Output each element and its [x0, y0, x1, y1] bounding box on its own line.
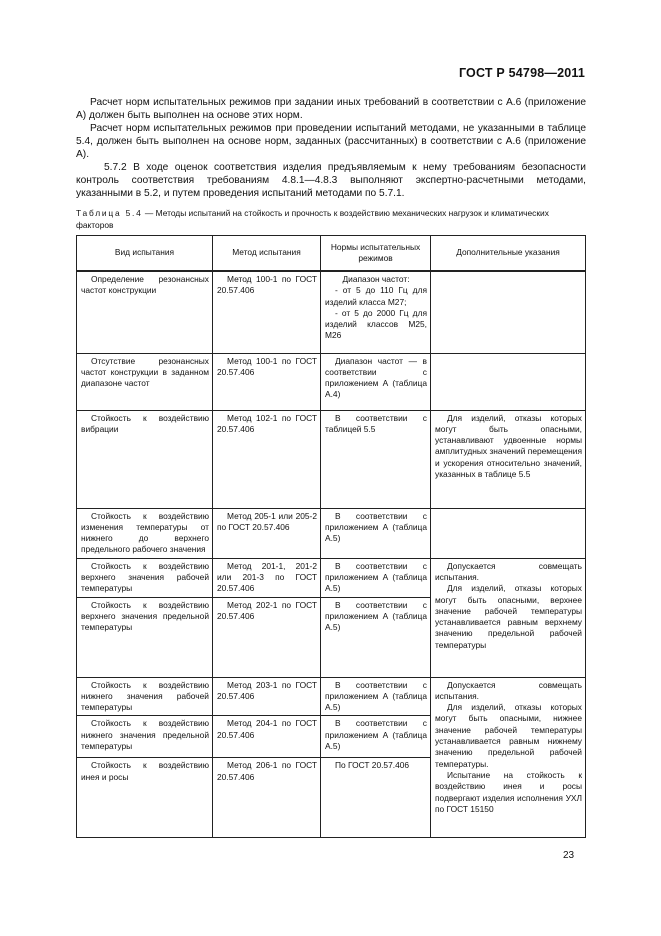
method-cell: Метод 206-1 по ГОСТ 20.57.406: [213, 758, 321, 838]
column-header: Вид испытания: [77, 236, 213, 272]
paragraph: 5.7.2 В ходе оценок соответствия изделия предъявляемым к нему требованиям безопасности контроль соответствия требованиям 4.8.1—4.8.3 выполняют экспертно-расчетными методами, указанными в 5.2, и путем проведения испытаний методами по 5.7.1.: [76, 162, 586, 199]
note-cell: Допускается совмещать испытания. Для изделий, отказы которых могут быть опасными, верхнее значение рабочей температуры устанавливается равным верхнему значению предельной рабочей температуры: [431, 558, 586, 677]
method-cell: Метод 100-1 по ГОСТ 20.57.406: [213, 353, 321, 410]
method-cell: Метод 203-1 по ГОСТ 20.57.406: [213, 677, 321, 716]
note-cell: Допускается совмещать испытания. Для изделий, отказы которых могут быть опасными, нижнее значение рабочей температуры устанавливается равным нижнему значению предельной рабочей температуры. Испытание на стойкость к воздействию инея и росы подвергают изделия исполнения УХЛ по ГОСТ 15150: [431, 677, 586, 838]
test-type-cell: Стойкость к воздействию изменения температуры от нижнего до верхнего предельного рабочего значения: [77, 508, 213, 558]
norm-cell: Диапазон частот: - от 5 до 110 Гц для изделий класса М27; - от 5 до 2000 Гц для изделий классов М25, М26: [321, 271, 431, 353]
paragraph: Расчет норм испытательных режимов при задании иных требований в соответствии с А.6 (приложение А) должен быть выполнен на основе этих норм.: [76, 97, 586, 121]
table-row: [77, 508, 586, 558]
table-caption: [76, 208, 586, 231]
method-cell: Метод 204-1 по ГОСТ 20.57.406: [213, 716, 321, 758]
norm-cell: В соответствии с приложением А (таблица А.5): [321, 677, 431, 716]
table-row: [77, 353, 586, 410]
table-caption-text: — Методы испытаний на стойкость и прочность к воздействию механических нагрузок и климатических факторов: [76, 208, 549, 230]
test-type-cell: Отсутствие резонансных частот конструкции в заданном диапазоне частот: [77, 353, 213, 410]
norm-cell: В соответствии с приложением А (таблица А.5): [321, 597, 431, 677]
norm-cell: В соответствии с таблицей 5.5: [321, 410, 431, 508]
test-type-cell: Стойкость к воздействию нижнего значения предельной температуры: [77, 716, 213, 758]
norm-cell: В соответствии с приложением А (таблица А.5): [321, 508, 431, 558]
method-cell: Метод 102-1 по ГОСТ 20.57.406: [213, 410, 321, 508]
test-type-cell: Определение резонансных частот конструкции: [77, 271, 213, 353]
column-header: Дополнительные указания: [431, 236, 586, 272]
test-type-cell: Стойкость к воздействию нижнего значения рабочей температуры: [77, 677, 213, 716]
norm-cell: Диапазон частот — в соответствии с приложением А (таблица А.4): [321, 353, 431, 410]
note-cell: [431, 508, 586, 558]
table-row: [77, 558, 586, 597]
table-row: [77, 271, 586, 353]
note-cell: Для изделий, отказы которых могут быть опасными, устанавливают удвоенные нормы амплитудных значений перемещения и ускорения относительно значений, указанных в таблице 5.5: [431, 410, 586, 508]
table-header-row: [77, 236, 586, 272]
method-cell: Метод 201-1, 201-2 или 201-3 по ГОСТ 20.57.406: [213, 558, 321, 597]
column-header: Метод испытания: [213, 236, 321, 272]
table-row: [77, 677, 586, 716]
method-cell: Метод 100-1 по ГОСТ 20.57.406: [213, 271, 321, 353]
norm-cell: В соответствии с приложением А (таблица А.5): [321, 558, 431, 597]
test-type-cell: Стойкость к воздействию верхнего значения рабочей температуры: [77, 558, 213, 597]
method-cell: Метод 205-1 или 205-2 по ГОСТ 20.57.406: [213, 508, 321, 558]
test-type-cell: Стойкость к воздействию вибрации: [77, 410, 213, 508]
table-row: [77, 410, 586, 508]
norm-cell: В соответствии с приложением А (таблица А.5): [321, 716, 431, 758]
paragraph: Расчет норм испытательных режимов при проведении испытаний методами, не указанными в таблице 5.4, должен быть выполнен на основе норм, заданных (рассчитанных) в соответствии с А.6 (приложение А).: [76, 123, 586, 160]
table-caption-label: Таблица 5.4: [76, 208, 143, 218]
note-cell: [431, 353, 586, 410]
norm-cell: По ГОСТ 20.57.406: [321, 758, 431, 838]
test-type-cell: Стойкость к воздействию верхнего значения предельной температуры: [77, 597, 213, 677]
method-cell: Метод 202-1 по ГОСТ 20.57.406: [213, 597, 321, 677]
body-text: [76, 96, 586, 200]
note-cell: [431, 271, 586, 353]
page-number: 23: [563, 850, 575, 861]
column-header: Нормы испытательных режимов: [321, 236, 431, 272]
test-methods-table: [76, 235, 586, 838]
test-type-cell: Стойкость к воздействию инея и росы: [77, 758, 213, 838]
document-header: ГОСТ Р 54798—2011: [458, 66, 585, 80]
